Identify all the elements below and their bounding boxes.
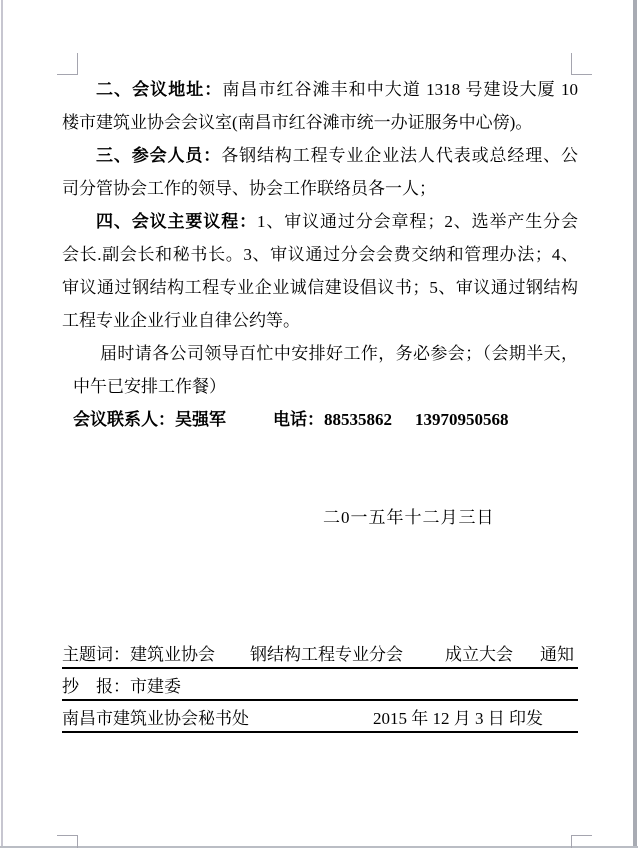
phone-number-1: 88535862 [324, 410, 392, 429]
issuer: 南昌市建筑业协会秘书处 [62, 709, 249, 728]
body-line: 三、参会人员：各钢结构工程专业企业法人代表或总经理、公 [96, 146, 578, 165]
subject-term: 钢结构工程专业分会 [250, 645, 403, 664]
body-line: 四、会议主要议程：1、审议通过分会章程；2、选举产生分会 [96, 212, 578, 231]
copy-to: 市建委 [130, 677, 181, 696]
paragraph-heading: 二、会议地址： [96, 80, 223, 99]
body-line: 司分管协会工作的领导、协会工作联络员各一人； [62, 179, 436, 198]
contact-line [73, 403, 578, 436]
issue-date: 2015 年 12 月 3 日 印发 [373, 709, 543, 728]
page-edge-left [1, 0, 3, 848]
body-lines [62, 73, 578, 403]
subject-term: 通知 [540, 645, 574, 664]
subject-terms [130, 645, 574, 664]
footer-block [62, 637, 578, 733]
body-line: 中午已安排工作餐） [73, 377, 226, 396]
subject-term: 成立大会 [445, 645, 513, 664]
body-line: 届时请各公司领导百忙中安排好工作，务必参会；（会期半天， [100, 344, 578, 363]
crop-mark-top-left [57, 53, 78, 75]
crop-mark-bottom-right [571, 835, 592, 848]
body-line: 二、会议地址：南昌市红谷滩丰和中大道 1318 号建设大厦 10 [96, 80, 578, 99]
footer-subject-row [62, 637, 578, 669]
body-line: 审议通过钢结构工程专业企业诚信建设倡议书；5、审议通过钢结构 [62, 278, 578, 297]
footer-copy-row [62, 669, 578, 701]
body-line: 楼市建筑业协会会议室(南昌市红谷滩市统一办证服务中心傍)。 [62, 113, 533, 132]
subject-term: 建筑业协会 [130, 645, 215, 664]
signature-date: 二0一五年十二月三日 [323, 508, 495, 527]
phone-label: 电话： [273, 410, 324, 429]
contact-label: 会议联系人： [73, 410, 175, 429]
copy-label: 抄 报： [62, 677, 130, 696]
crop-mark-top-right [571, 53, 592, 75]
footer-issue-row [62, 701, 578, 733]
body-line: 工程专业企业行业自律公约等。 [62, 311, 300, 330]
page-edge-right [633, 0, 637, 848]
phone-number-2: 13970950568 [415, 410, 509, 429]
crop-mark-bottom-left [57, 835, 78, 848]
paragraph-heading: 四、会议主要议程： [96, 212, 257, 231]
contact-name: 吴强军 [175, 410, 226, 429]
paragraph-heading: 三、参会人员： [96, 146, 222, 165]
body-line: 会长.副会长和秘书长。3、审议通过分会会费交纳和管理办法；4、 [62, 245, 578, 264]
subject-label: 主题词： [62, 645, 130, 664]
